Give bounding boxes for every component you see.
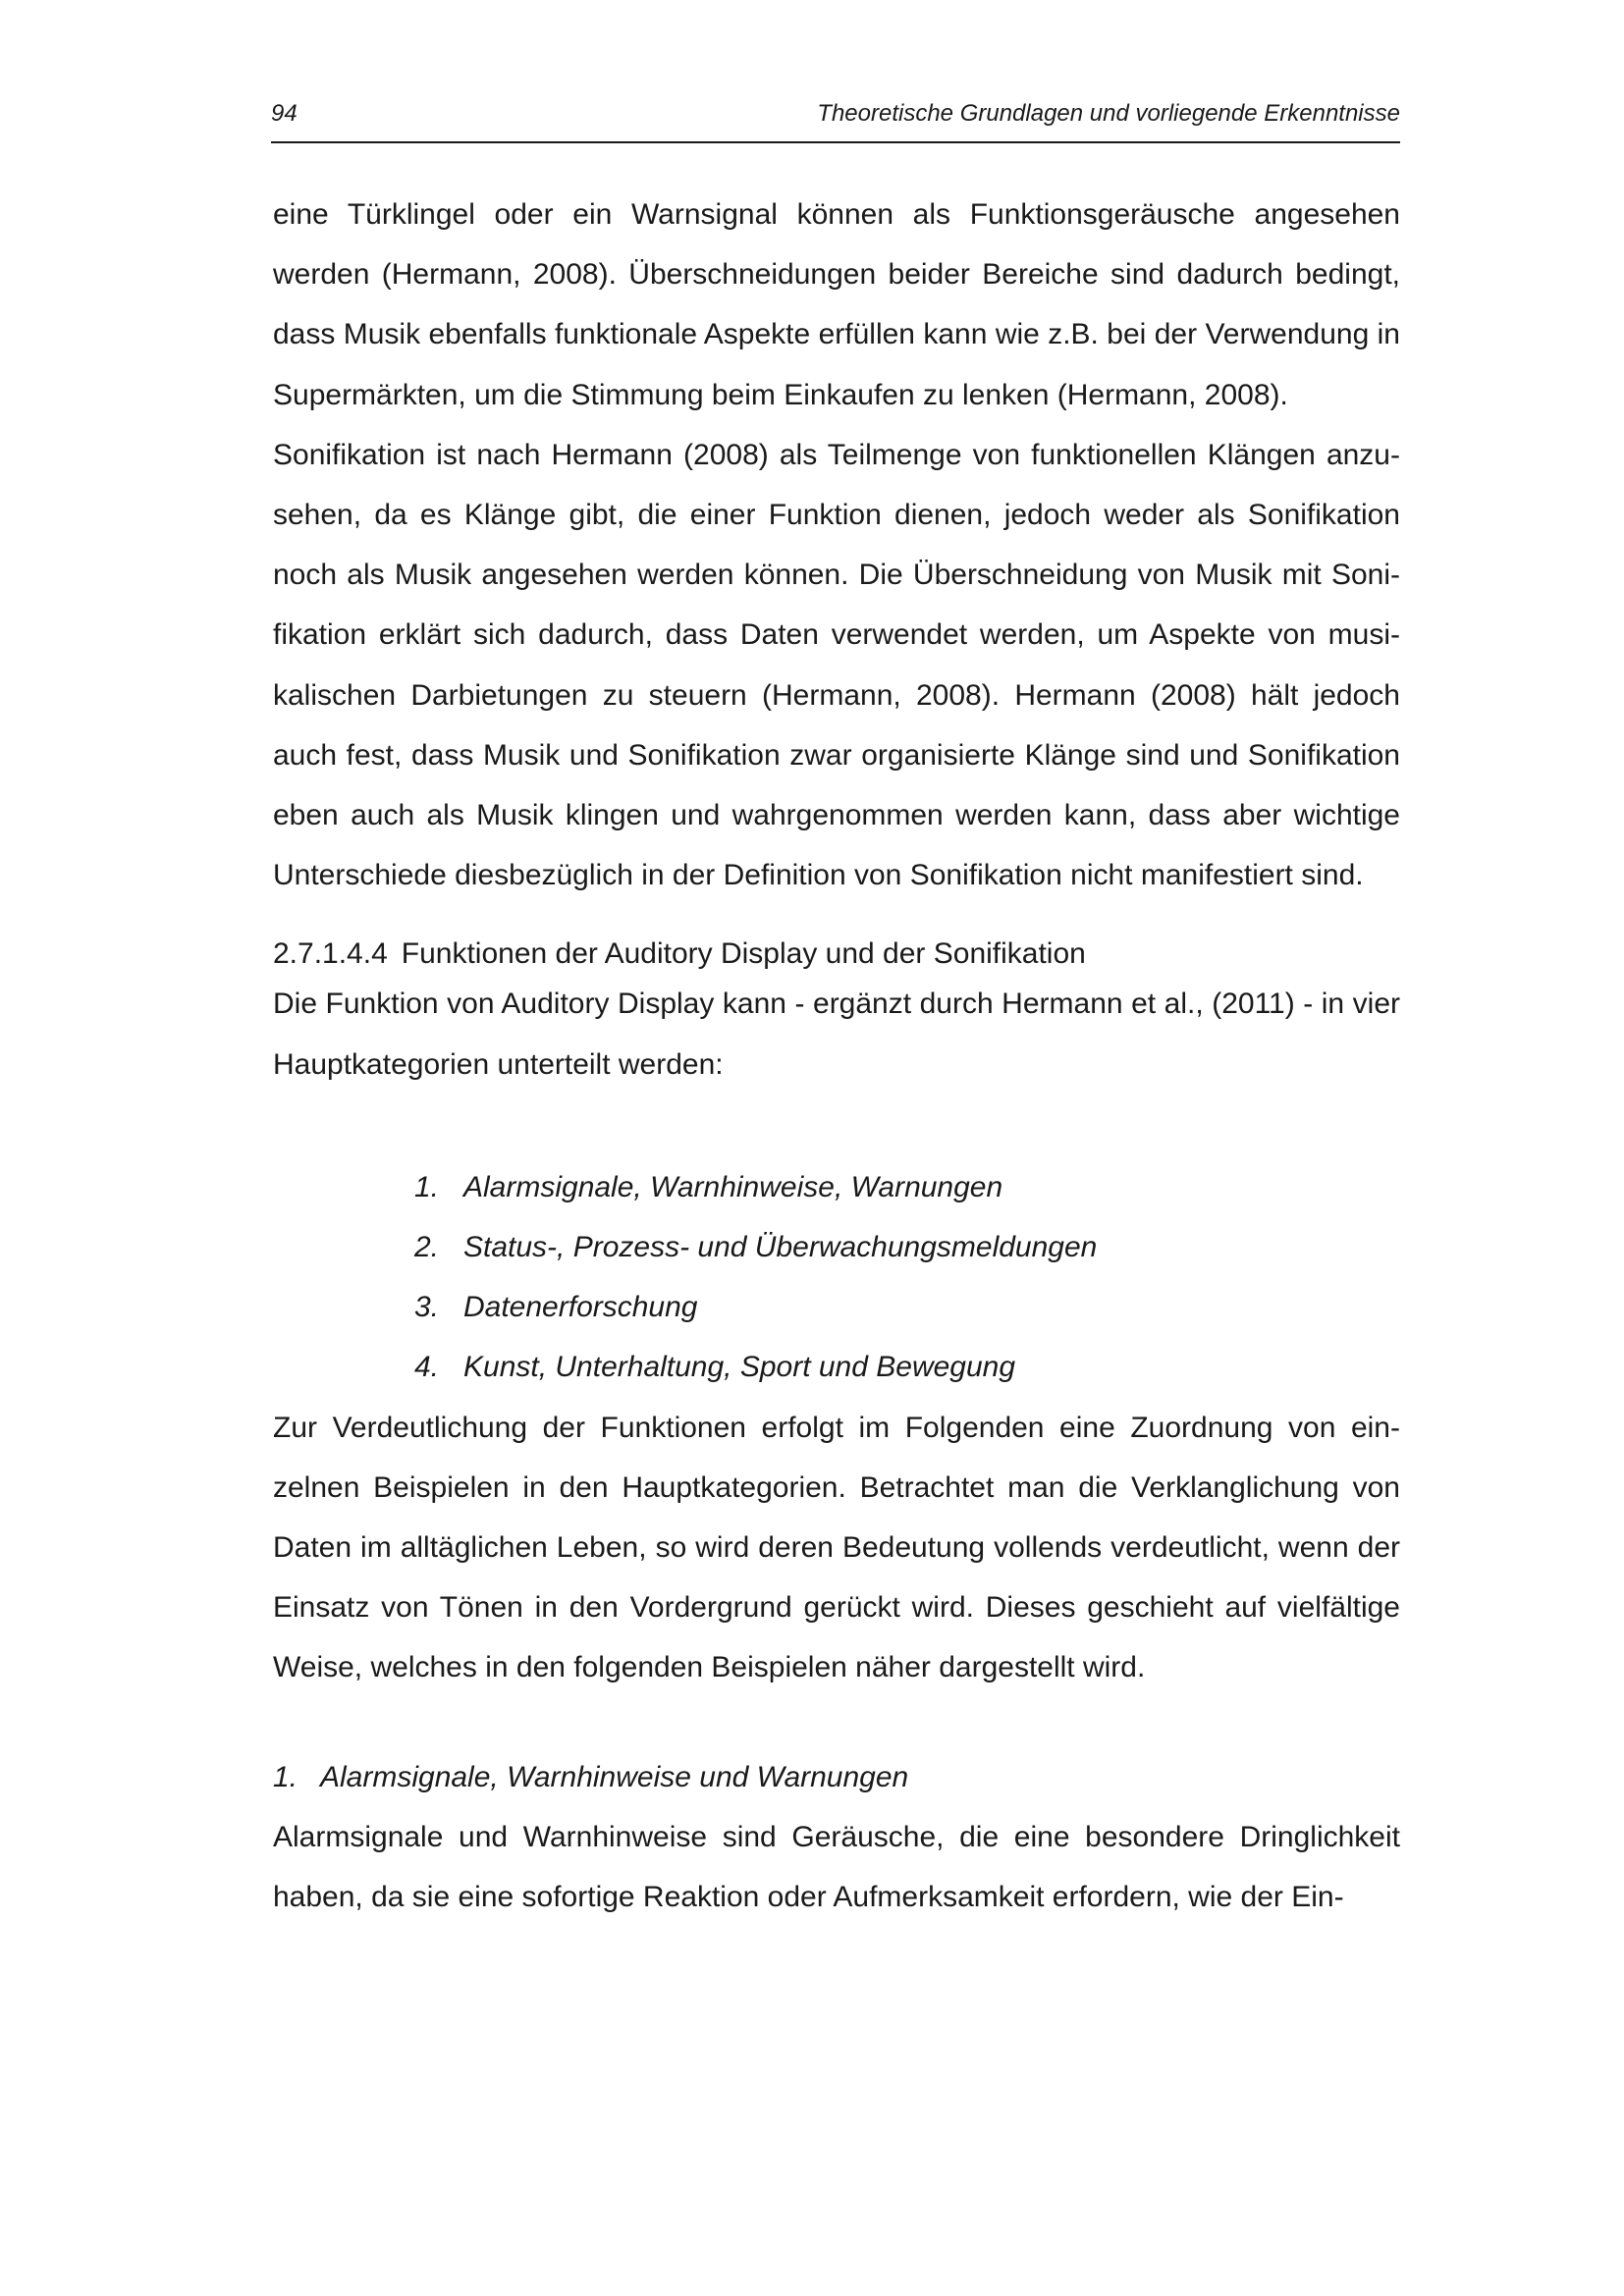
list-item bbox=[414, 1337, 1400, 1397]
list-number: 4. bbox=[414, 1351, 440, 1384]
list-item bbox=[414, 1157, 1400, 1217]
paragraph: Zur Verdeutlichung der Funktionen erfolgt im Folgenden eine Zuordnung von einzelnen Beispielen in den Hauptkategorien. Betrachtet man die Verklanglichung von Daten im alltäglichen Leben, so wird deren Bedeutung vollends verdeutlicht, wenn der Einsatz von Tönen in den Vordergrund gerückt wird. Dieses geschieht auf vielfältige Weise, welches in den folgenden Beispielen näher dargestellt wird. bbox=[273, 1411, 1400, 1684]
subheading bbox=[273, 1747, 1400, 1807]
list-item bbox=[414, 1217, 1400, 1277]
list-text: Status-, Prozess- und Überwachungsmeldungen bbox=[463, 1231, 1098, 1264]
page-body bbox=[273, 185, 1400, 1927]
section-heading bbox=[273, 934, 1400, 974]
section-title: Funktionen der Auditory Display und der Sonifikation bbox=[401, 937, 1086, 971]
paragraph: Die Funktion von Auditory Display kann - ergänzt durch Hermann et al., (2011) - in vier Hauptkategorien unterteilt werden: bbox=[273, 988, 1400, 1081]
page-header bbox=[271, 98, 1400, 143]
paragraph: Alarmsignale und Warnhinweise sind Geräusche, die eine besondere Dringlichkeit haben, da sie eine sofortige Reaktion oder Aufmerksamkeit erfordern, wie der Ein- bbox=[273, 1820, 1400, 1914]
list-item bbox=[414, 1277, 1400, 1337]
list-text: Kunst, Unterhaltung, Sport und Bewegung bbox=[463, 1351, 1016, 1384]
paragraph: eine Türklingel oder ein Warnsignal können als Funktionsgeräusche angesehen werden (Hermann, 2008). Überschneidungen beider Bereiche sind dadurch bedingt, dass Musik ebenfalls funktionale Aspekte erfüllen kann wie z.B. bei der Verwendung in Supermärkten, um die Stimmung beim Einkaufen zu lenken (Hermann, 2008). bbox=[273, 198, 1400, 411]
category-list bbox=[273, 1157, 1400, 1398]
subheading-number: 1. bbox=[273, 1760, 298, 1793]
list-number: 3. bbox=[414, 1291, 440, 1324]
list-text: Datenerforschung bbox=[463, 1291, 698, 1324]
subheading-text: Alarmsignale, Warnhinweise und Warnungen bbox=[320, 1760, 909, 1793]
list-text: Alarmsignale, Warnhinweise, Warnungen bbox=[463, 1170, 1003, 1203]
list-number: 1. bbox=[414, 1170, 440, 1203]
paragraph: Sonifikation ist nach Hermann (2008) als Teilmenge von funktionellen Klängen anzusehen, da es Klänge gibt, die einer Funktion dienen, jedoch weder als Sonifikation noch als Musik angesehen werden können. Die Überschneidung von Musik mit Sonifikation erklärt sich dadurch, dass Daten verwendet werden, um Aspekte von musikalischen Darbietungen zu steuern (Hermann, 2008). Hermann (2008) hält jedoch auch fest, dass Musik und Sonifikation zwar organisierte Klänge sind und Sonifikation eben auch als Musik klingen und wahrgenommen werden kann, dass aber wichtige Unterschiede diesbezüglich in der Definition von Sonifikation nicht manifestiert sind. bbox=[273, 438, 1400, 892]
running-title: Theoretische Grundlagen und vorliegende Erkenntnisse bbox=[817, 100, 1400, 127]
section-number: 2.7.1.4.4 bbox=[273, 937, 388, 971]
page-number: 94 bbox=[271, 100, 298, 127]
list-number: 2. bbox=[414, 1231, 440, 1264]
